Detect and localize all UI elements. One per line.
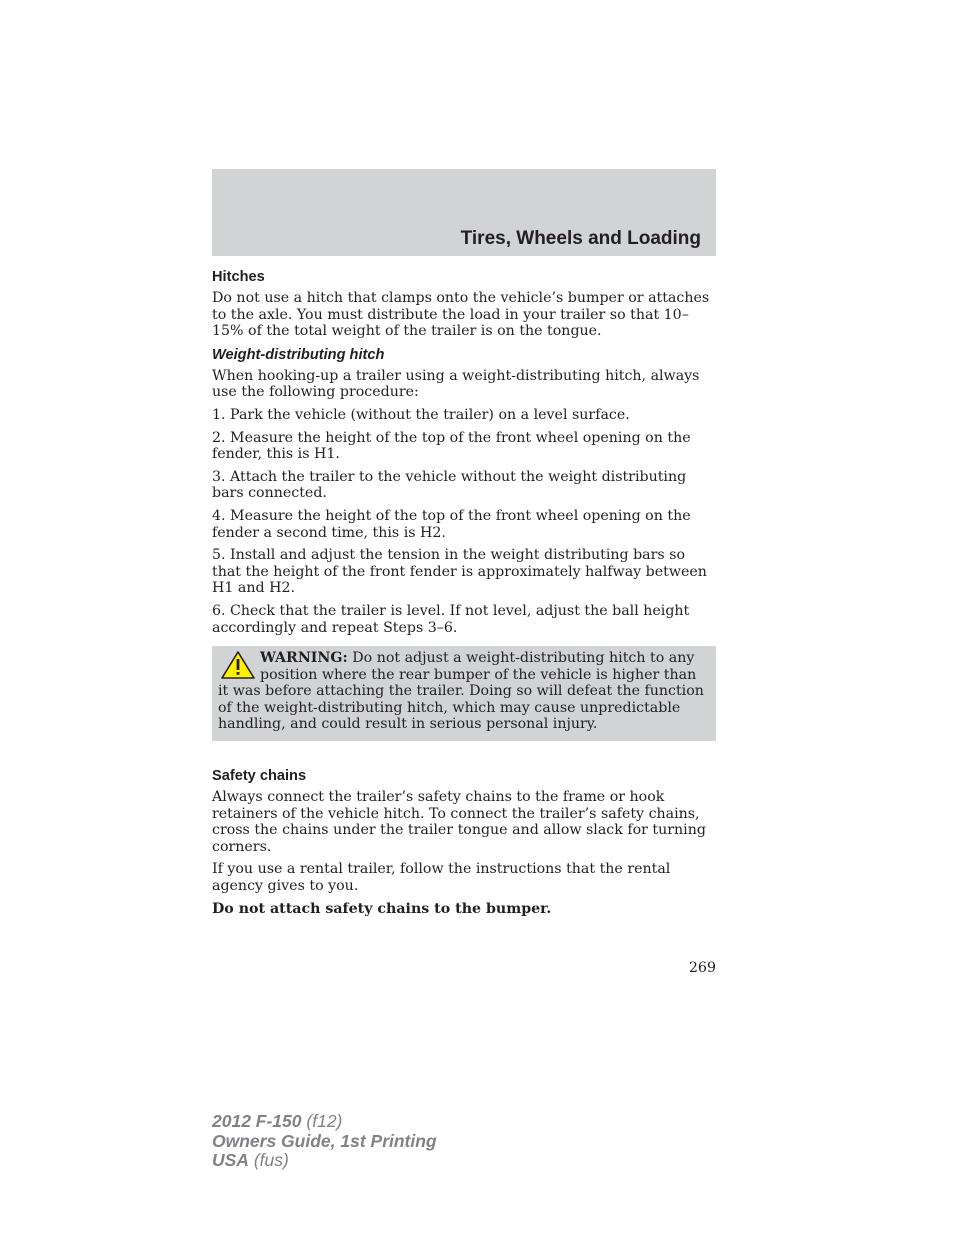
wdh-step-2: 2. Measure the height of the top of the front wheel opening on the fender, this is H1. [212, 429, 691, 463]
warning-box [212, 646, 716, 741]
footer-region: USA [212, 1150, 249, 1170]
footer-info [212, 1112, 437, 1171]
hitches-heading: Hitches [212, 269, 265, 285]
section-title: Tires, Wheels and Loading [460, 228, 701, 249]
page-number: 269 [688, 960, 716, 976]
footer-model-code: (f12) [306, 1111, 343, 1131]
warning-label: WARNING: [260, 650, 348, 667]
footer-region-code: (fus) [253, 1150, 289, 1170]
footer-model: 2012 F-150 [212, 1111, 302, 1131]
wdh-intro-paragraph: When hooking-up a trailer using a weight-distributing hitch, always use the following procedure: [212, 367, 700, 401]
safety-chains-heading: Safety chains [212, 768, 307, 785]
safety-paragraph-1: Always connect the trailer’s safety chains to the frame or hook retainers of the vehicle hitch. To connect the trailer’s safety chains, cross the chains under the trailer tongue and allow slack for turning corners. [212, 789, 706, 855]
wdh-step-3: 3. Attach the trailer to the vehicle without the weight distributing bars connected. [212, 468, 687, 502]
footer-line-3 [212, 1151, 437, 1171]
wdh-step-4: 4. Measure the height of the top of the front wheel opening on the fender a second time, this is H2. [212, 507, 691, 541]
footer-line-1 [212, 1112, 437, 1132]
wdh-step-1: 1. Park the vehicle (without the trailer) on a level surface. [212, 406, 630, 423]
safety-paragraph-3: Do not attach safety chains to the bumper. [212, 900, 552, 917]
hitches-paragraph: Do not use a hitch that clamps onto the vehicle’s bumper or attaches to the axle. You must distribute the load in your trailer so that 10–15% of the total weight of the trailer is on the tongue. [212, 290, 710, 340]
footer-guide: Owners Guide, 1st Printing [212, 1130, 437, 1151]
weight-distributing-hitch-heading: Weight-distributing hitch [212, 346, 385, 363]
section-header-band [212, 169, 716, 256]
page-content [212, 268, 716, 917]
wdh-step-5: 5. Install and adjust the tension in the weight distributing bars so that the height of the front fender is approximately halfway between H1 and H2. [212, 547, 707, 597]
warning-text: Do not adjust a weight-distributing hitch to any position where the rear bumper of the vehicle is higher than it was before attaching the trailer. Doing so will defeat the function of the weight-distributing hitch, which may cause unpredictable handling, and could result in serious personal injury. [218, 650, 704, 733]
wdh-step-6: 6. Check that the trailer is level. If not level, adjust the ball height accordingly and repeat Steps 3–6. [212, 602, 690, 636]
footer-line-2 [212, 1132, 437, 1152]
warning-triangle-icon [220, 650, 256, 680]
safety-paragraph-2: If you use a rental trailer, follow the instructions that the rental agency gives to you. [212, 861, 671, 895]
